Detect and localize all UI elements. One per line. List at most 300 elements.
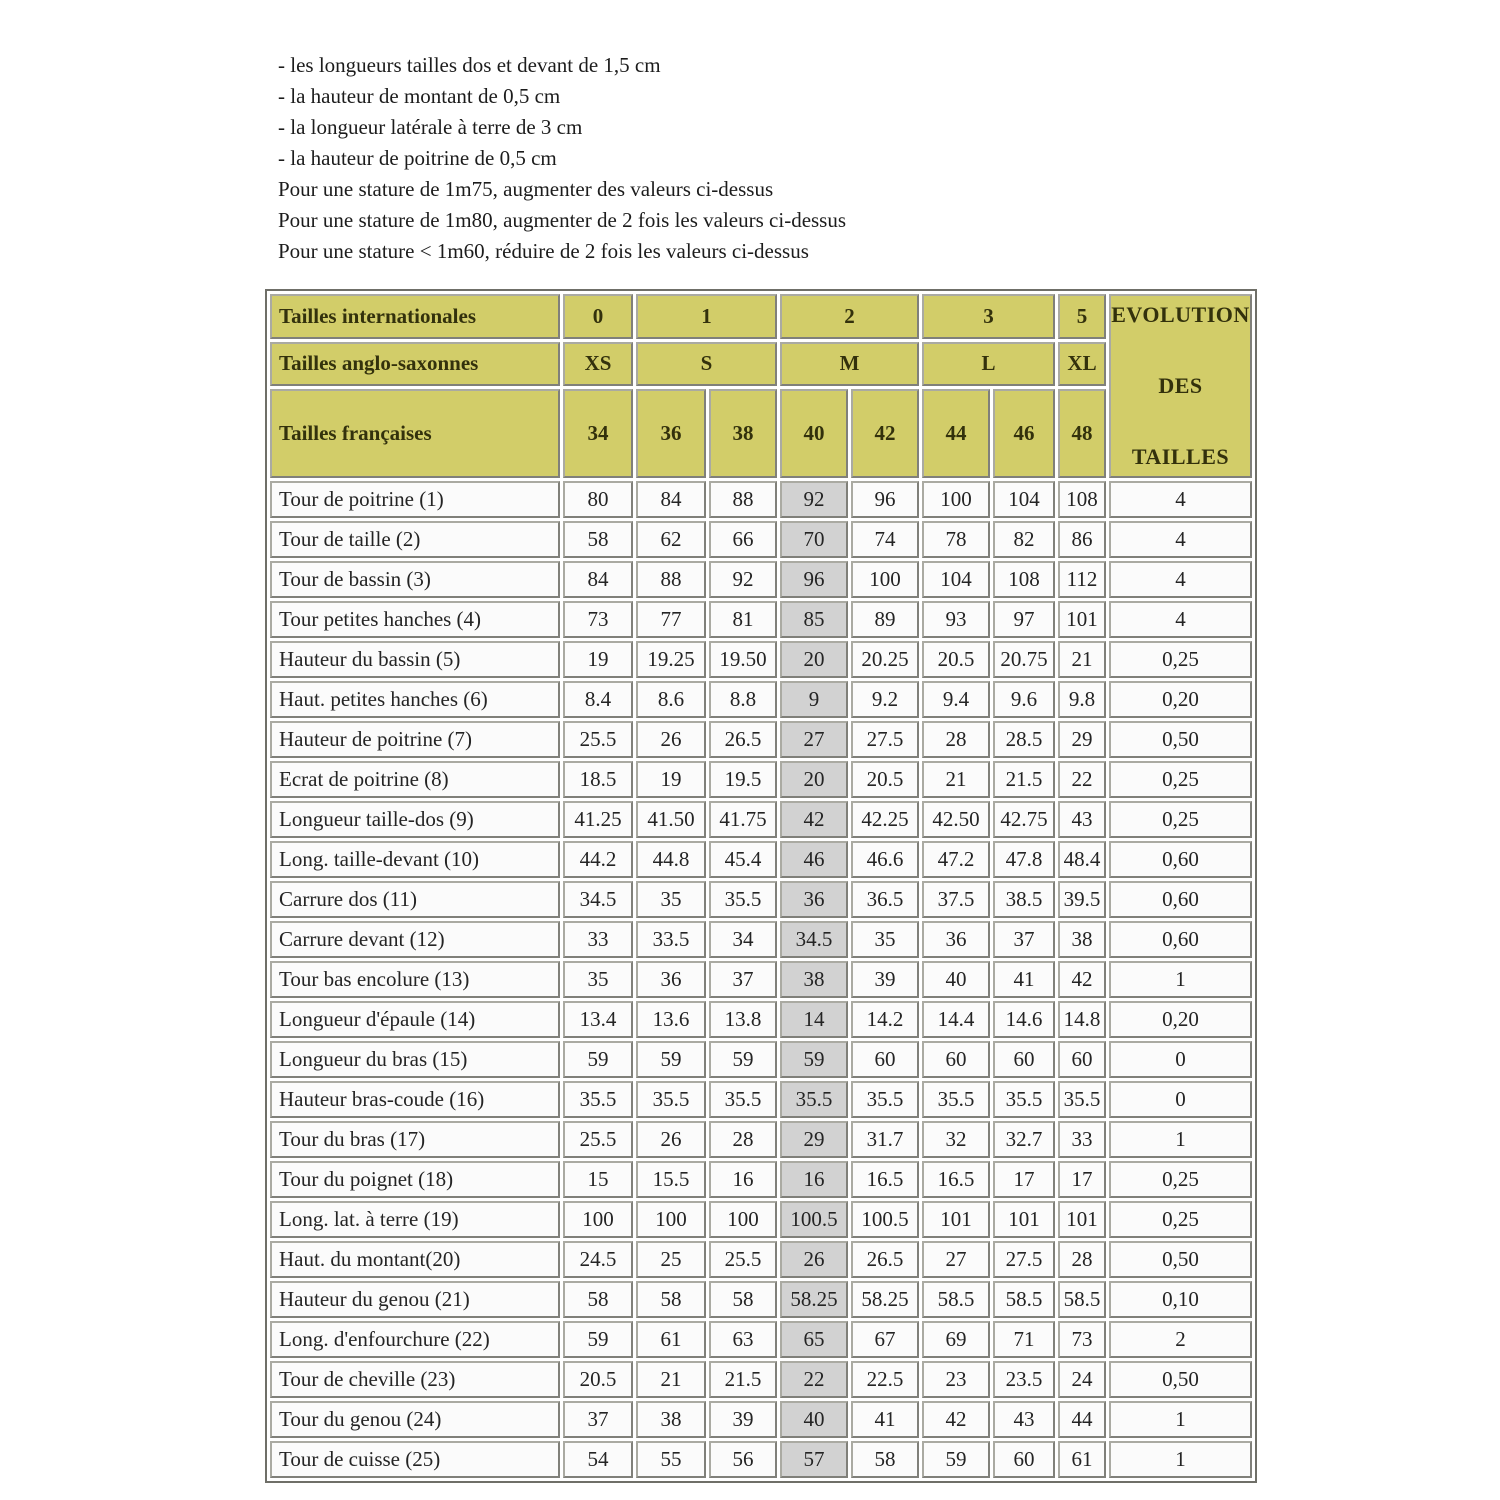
value-cell: 60 [993,1441,1055,1478]
table-row [270,841,1252,878]
value-cell: 35.5 [780,1081,848,1118]
row-label: Tour du bras (17) [270,1121,560,1158]
value-cell: 35.5 [709,881,777,918]
value-cell: 104 [922,561,990,598]
size-table-body [270,481,1252,1478]
value-cell: 35.5 [851,1081,919,1118]
value-cell: 22.5 [851,1361,919,1398]
table-row [270,761,1252,798]
value-cell: 28 [709,1121,777,1158]
value-cell: 39.5 [1058,881,1106,918]
value-cell: 56 [709,1441,777,1478]
value-cell: 58.25 [780,1281,848,1318]
evolution-value-cell: 0,20 [1109,681,1252,718]
evolution-value-cell: 1 [1109,1401,1252,1438]
value-cell: 78 [922,521,990,558]
row-label: Hauteur du bassin (5) [270,641,560,678]
value-cell: 33.5 [636,921,706,958]
evolution-value-cell: 0 [1109,1081,1252,1118]
row-label: Ecrat de poitrine (8) [270,761,560,798]
value-cell: 18.5 [563,761,633,798]
value-cell: 100 [563,1201,633,1238]
value-cell: 38.5 [993,881,1055,918]
intl-size-cell: 0 [563,294,633,339]
evolution-value-cell: 0,50 [1109,1241,1252,1278]
header-label-international: Tailles internationales [270,294,560,339]
table-row [270,1361,1252,1398]
value-cell: 26.5 [709,721,777,758]
value-cell: 27 [922,1241,990,1278]
fr-size-cell: 46 [993,389,1055,478]
value-cell: 43 [993,1401,1055,1438]
value-cell: 32 [922,1121,990,1158]
value-cell: 84 [563,561,633,598]
value-cell: 42 [1058,961,1106,998]
value-cell: 13.8 [709,1001,777,1038]
table-row [270,1081,1252,1118]
table-row [270,721,1252,758]
value-cell: 60 [993,1041,1055,1078]
evolution-value-cell: 0,50 [1109,721,1252,758]
value-cell: 37 [993,921,1055,958]
value-cell: 35 [636,881,706,918]
value-cell: 57 [780,1441,848,1478]
value-cell: 14.6 [993,1001,1055,1038]
value-cell: 36 [780,881,848,918]
value-cell: 59 [636,1041,706,1078]
value-cell: 35.5 [563,1081,633,1118]
value-cell: 35.5 [636,1081,706,1118]
value-cell: 86 [1058,521,1106,558]
intro-line: Pour une stature de 1m80, augmenter de 2 fois les valeurs ci-dessus [278,208,847,232]
value-cell: 9 [780,681,848,718]
value-cell: 19.25 [636,641,706,678]
evolution-value-cell: 0,25 [1109,1201,1252,1238]
table-row [270,921,1252,958]
header-label-french: Tailles françaises [270,389,560,478]
intl-size-cell: 3 [922,294,1055,339]
evolution-value-cell: 4 [1109,481,1252,518]
evolution-value-cell: 4 [1109,521,1252,558]
value-cell: 69 [922,1321,990,1358]
table-row [270,801,1252,838]
value-cell: 100.5 [851,1201,919,1238]
row-label: Haut. petites hanches (6) [270,681,560,718]
value-cell: 59 [563,1041,633,1078]
value-cell: 74 [851,521,919,558]
value-cell: 59 [563,1321,633,1358]
evolution-value-cell: 1 [1109,1121,1252,1158]
value-cell: 35.5 [993,1081,1055,1118]
table-row [270,1441,1252,1478]
value-cell: 92 [780,481,848,518]
table-row [270,881,1252,918]
value-cell: 65 [780,1321,848,1358]
value-cell: 81 [709,601,777,638]
value-cell: 16 [709,1161,777,1198]
value-cell: 35.5 [1058,1081,1106,1118]
value-cell: 26 [780,1241,848,1278]
value-cell: 77 [636,601,706,638]
value-cell: 59 [780,1041,848,1078]
value-cell: 60 [922,1041,990,1078]
row-label: Tour bas encolure (13) [270,961,560,998]
value-cell: 35.5 [922,1081,990,1118]
value-cell: 58.5 [1058,1281,1106,1318]
evolution-value-cell: 0,25 [1109,801,1252,838]
value-cell: 100 [922,481,990,518]
value-cell: 97 [993,601,1055,638]
value-cell: 40 [780,1401,848,1438]
value-cell: 92 [709,561,777,598]
evolution-value-cell: 1 [1109,961,1252,998]
value-cell: 25.5 [563,721,633,758]
value-cell: 108 [993,561,1055,598]
value-cell: 61 [1058,1441,1106,1478]
row-label: Tour de cheville (23) [270,1361,560,1398]
fr-size-cell: 38 [709,389,777,478]
value-cell: 47.8 [993,841,1055,878]
value-cell: 101 [922,1201,990,1238]
value-cell: 14 [780,1001,848,1038]
value-cell: 29 [780,1121,848,1158]
value-cell: 16.5 [851,1161,919,1198]
value-cell: 85 [780,601,848,638]
value-cell: 61 [636,1321,706,1358]
value-cell: 101 [993,1201,1055,1238]
value-cell: 20.5 [922,641,990,678]
value-cell: 41 [993,961,1055,998]
value-cell: 60 [851,1041,919,1078]
anglo-size-cell: XL [1058,342,1106,387]
value-cell: 14.8 [1058,1001,1106,1038]
table-header [270,294,1252,478]
value-cell: 63 [709,1321,777,1358]
table-row [270,1161,1252,1198]
value-cell: 8.6 [636,681,706,718]
value-cell: 58.25 [851,1281,919,1318]
value-cell: 38 [636,1401,706,1438]
table-row [270,601,1252,638]
value-cell: 96 [780,561,848,598]
intro-line: Pour une stature de 1m75, augmenter des valeurs ci-dessus [278,177,774,201]
value-cell: 26 [636,1121,706,1158]
size-chart-table [265,289,1257,1483]
value-cell: 37 [563,1401,633,1438]
evolution-value-cell: 4 [1109,561,1252,598]
value-cell: 59 [922,1441,990,1478]
row-label: Longueur du bras (15) [270,1041,560,1078]
value-cell: 37.5 [922,881,990,918]
row-label: Carrure devant (12) [270,921,560,958]
evolution-value-cell: 0,50 [1109,1361,1252,1398]
value-cell: 58 [636,1281,706,1318]
table-row [270,1321,1252,1358]
intro-line: - la hauteur de montant de 0,5 cm [278,84,561,108]
value-cell: 20 [780,761,848,798]
evolution-value-cell: 0,60 [1109,921,1252,958]
value-cell: 15 [563,1161,633,1198]
value-cell: 26.5 [851,1241,919,1278]
value-cell: 23.5 [993,1361,1055,1398]
evolution-value-cell: 0,60 [1109,881,1252,918]
value-cell: 58 [563,1281,633,1318]
evolution-value-cell: 2 [1109,1321,1252,1358]
intl-size-cell: 1 [636,294,777,339]
value-cell: 100 [709,1201,777,1238]
value-cell: 27 [780,721,848,758]
value-cell: 93 [922,601,990,638]
value-cell: 26 [636,721,706,758]
anglo-size-cell: L [922,342,1055,387]
row-label: Hauteur bras-coude (16) [270,1081,560,1118]
row-label: Tour du genou (24) [270,1401,560,1438]
value-cell: 58 [851,1441,919,1478]
value-cell: 28.5 [993,721,1055,758]
value-cell: 80 [563,481,633,518]
value-cell: 38 [1058,921,1106,958]
value-cell: 37 [709,961,777,998]
value-cell: 20.75 [993,641,1055,678]
value-cell: 9.4 [922,681,990,718]
value-cell: 41.25 [563,801,633,838]
value-cell: 16.5 [922,1161,990,1198]
table-row [270,1281,1252,1318]
value-cell: 43 [1058,801,1106,838]
evolution-value-cell: 0,20 [1109,1001,1252,1038]
value-cell: 14.2 [851,1001,919,1038]
fr-size-cell: 36 [636,389,706,478]
value-cell: 35 [563,961,633,998]
value-cell: 34.5 [563,881,633,918]
anglo-size-cell: S [636,342,777,387]
row-label: Tour du poignet (18) [270,1161,560,1198]
value-cell: 17 [1058,1161,1106,1198]
value-cell: 8.8 [709,681,777,718]
header-row-anglo [270,342,1252,387]
value-cell: 15.5 [636,1161,706,1198]
value-cell: 73 [1058,1321,1106,1358]
value-cell: 48.4 [1058,841,1106,878]
value-cell: 23 [922,1361,990,1398]
evolution-word: DES [1158,373,1203,398]
value-cell: 45.4 [709,841,777,878]
table-row [270,1041,1252,1078]
value-cell: 58 [563,521,633,558]
value-cell: 46 [780,841,848,878]
value-cell: 84 [636,481,706,518]
value-cell: 58 [709,1281,777,1318]
value-cell: 70 [780,521,848,558]
value-cell: 32.7 [993,1121,1055,1158]
value-cell: 19.5 [709,761,777,798]
evolution-value-cell: 0,60 [1109,841,1252,878]
value-cell: 41.75 [709,801,777,838]
value-cell: 89 [851,601,919,638]
value-cell: 35 [851,921,919,958]
value-cell: 21 [1058,641,1106,678]
table-row [270,521,1252,558]
header-row-international [270,294,1252,339]
value-cell: 67 [851,1321,919,1358]
value-cell: 42.75 [993,801,1055,838]
value-cell: 55 [636,1441,706,1478]
value-cell: 42.50 [922,801,990,838]
value-cell: 42.25 [851,801,919,838]
value-cell: 33 [563,921,633,958]
value-cell: 19 [636,761,706,798]
value-cell: 29 [1058,721,1106,758]
value-cell: 25 [636,1241,706,1278]
value-cell: 21 [922,761,990,798]
value-cell: 22 [1058,761,1106,798]
value-cell: 20.5 [851,761,919,798]
value-cell: 38 [780,961,848,998]
value-cell: 24.5 [563,1241,633,1278]
evolution-value-cell: 0,25 [1109,641,1252,678]
value-cell: 31.7 [851,1121,919,1158]
value-cell: 39 [851,961,919,998]
value-cell: 9.8 [1058,681,1106,718]
value-cell: 66 [709,521,777,558]
row-label: Hauteur du genou (21) [270,1281,560,1318]
value-cell: 88 [636,561,706,598]
value-cell: 44.8 [636,841,706,878]
value-cell: 27.5 [851,721,919,758]
evolution-word: TAILLES [1131,444,1230,469]
table-row [270,1001,1252,1038]
value-cell: 40 [922,961,990,998]
evolution-value-cell: 4 [1109,601,1252,638]
table-row [270,1121,1252,1158]
value-cell: 36 [922,921,990,958]
row-label: Tour de poitrine (1) [270,481,560,518]
value-cell: 44.2 [563,841,633,878]
value-cell: 71 [993,1321,1055,1358]
row-label: Longueur taille-dos (9) [270,801,560,838]
value-cell: 104 [993,481,1055,518]
row-label: Long. d'enfourchure (22) [270,1321,560,1358]
value-cell: 25.5 [563,1121,633,1158]
value-cell: 101 [1058,1201,1106,1238]
fr-size-cell: 44 [922,389,990,478]
value-cell: 20.25 [851,641,919,678]
value-cell: 34 [709,921,777,958]
value-cell: 46.6 [851,841,919,878]
value-cell: 20 [780,641,848,678]
evolution-value-cell: 0 [1109,1041,1252,1078]
table-row [270,1401,1252,1438]
intro-text-block [278,50,846,267]
header-row-french [270,389,1252,478]
intro-line: Pour une stature < 1m60, réduire de 2 fois les valeurs ci-dessus [278,239,809,263]
value-cell: 100 [636,1201,706,1238]
value-cell: 100.5 [780,1201,848,1238]
value-cell: 27.5 [993,1241,1055,1278]
value-cell: 24 [1058,1361,1106,1398]
value-cell: 35.5 [709,1081,777,1118]
fr-size-cell: 42 [851,389,919,478]
row-label: Longueur d'épaule (14) [270,1001,560,1038]
table-row [270,681,1252,718]
value-cell: 44 [1058,1401,1106,1438]
value-cell: 33 [1058,1121,1106,1158]
value-cell: 25.5 [709,1241,777,1278]
anglo-size-cell: XS [563,342,633,387]
value-cell: 19.50 [709,641,777,678]
value-cell: 62 [636,521,706,558]
value-cell: 41 [851,1401,919,1438]
evolution-header-cell [1109,294,1252,478]
table-row [270,961,1252,998]
table-row [270,481,1252,518]
table-row [270,1201,1252,1238]
intro-line: - la hauteur de poitrine de 0,5 cm [278,146,557,170]
row-label: Hauteur de poitrine (7) [270,721,560,758]
row-label: Long. lat. à terre (19) [270,1201,560,1238]
evolution-word: EVOLUTION [1111,302,1250,327]
value-cell: 41.50 [636,801,706,838]
value-cell: 28 [922,721,990,758]
header-label-anglo: Tailles anglo-saxonnes [270,342,560,387]
value-cell: 108 [1058,481,1106,518]
value-cell: 42 [922,1401,990,1438]
row-label: Tour de bassin (3) [270,561,560,598]
table-row [270,561,1252,598]
value-cell: 8.4 [563,681,633,718]
fr-size-cell: 40 [780,389,848,478]
anglo-size-cell: M [780,342,919,387]
value-cell: 20.5 [563,1361,633,1398]
fr-size-cell: 48 [1058,389,1106,478]
value-cell: 58.5 [922,1281,990,1318]
intro-line: - la longueur latérale à terre de 3 cm [278,115,583,139]
row-label: Long. taille-devant (10) [270,841,560,878]
value-cell: 13.4 [563,1001,633,1038]
row-label: Tour de cuisse (25) [270,1441,560,1478]
evolution-value-cell: 0,10 [1109,1281,1252,1318]
table-row [270,1241,1252,1278]
value-cell: 60 [1058,1041,1106,1078]
value-cell: 39 [709,1401,777,1438]
value-cell: 21.5 [993,761,1055,798]
intl-size-cell: 5 [1058,294,1106,339]
value-cell: 36 [636,961,706,998]
fr-size-cell: 34 [563,389,633,478]
value-cell: 58.5 [993,1281,1055,1318]
intro-line: - les longueurs tailles dos et devant de 1,5 cm [278,53,661,77]
value-cell: 16 [780,1161,848,1198]
evolution-header-text [1113,302,1248,470]
value-cell: 101 [1058,601,1106,638]
value-cell: 22 [780,1361,848,1398]
value-cell: 34.5 [780,921,848,958]
row-label: Tour de taille (2) [270,521,560,558]
value-cell: 19 [563,641,633,678]
row-label: Haut. du montant(20) [270,1241,560,1278]
evolution-value-cell: 0,25 [1109,761,1252,798]
value-cell: 13.6 [636,1001,706,1038]
value-cell: 9.2 [851,681,919,718]
value-cell: 21.5 [709,1361,777,1398]
value-cell: 14.4 [922,1001,990,1038]
value-cell: 47.2 [922,841,990,878]
value-cell: 82 [993,521,1055,558]
value-cell: 59 [709,1041,777,1078]
value-cell: 17 [993,1161,1055,1198]
value-cell: 28 [1058,1241,1106,1278]
value-cell: 96 [851,481,919,518]
